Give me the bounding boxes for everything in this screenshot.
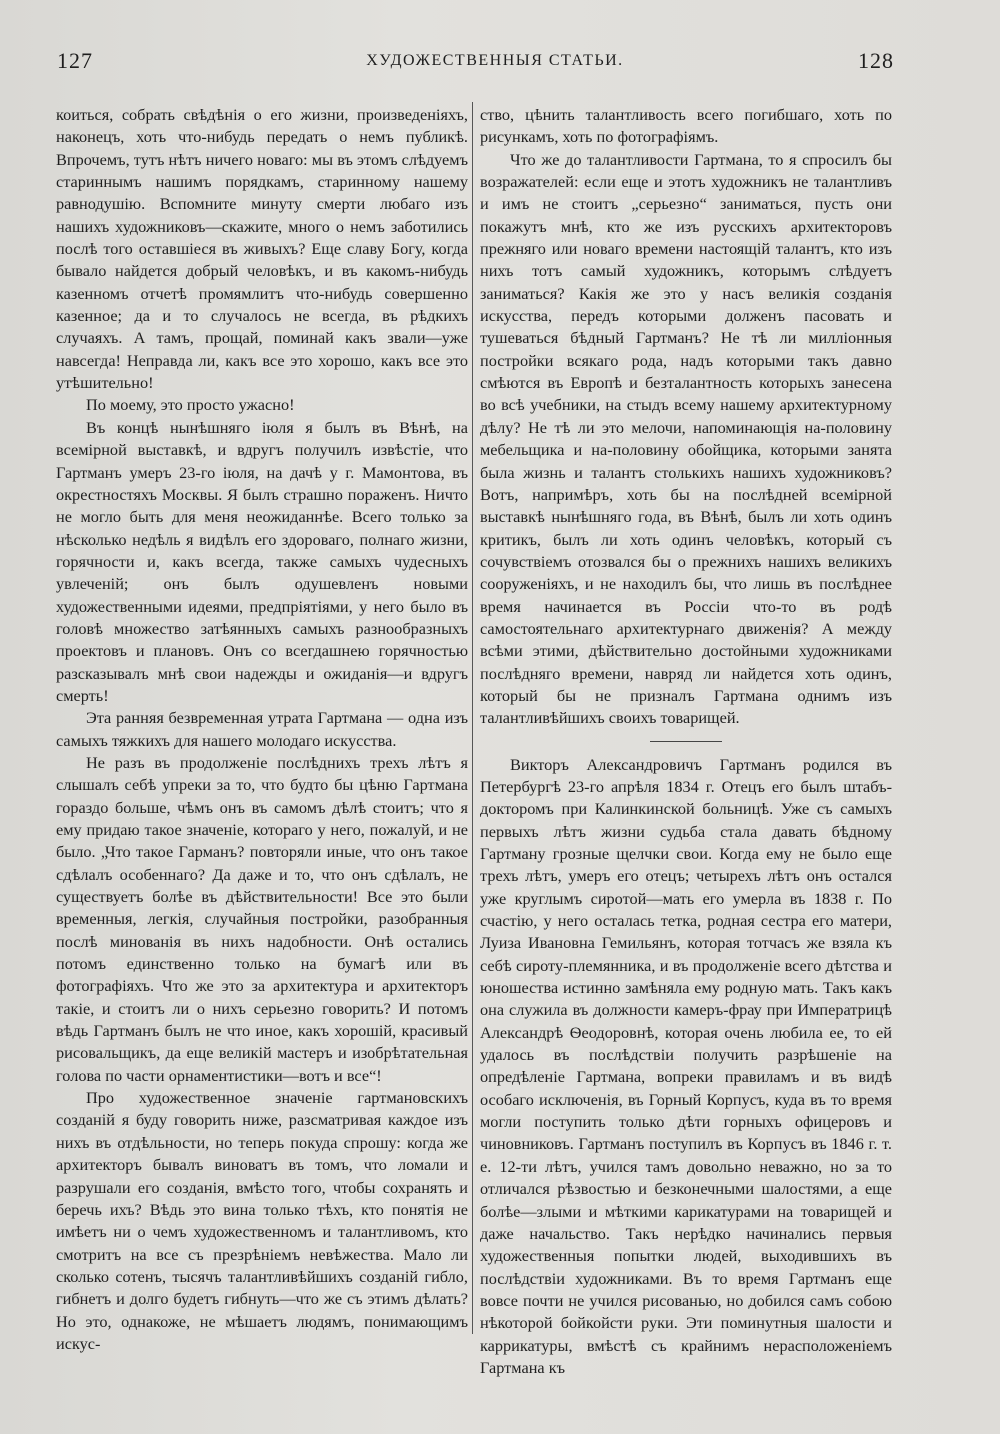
page-number-right: 128	[858, 48, 894, 73]
left-column	[56, 104, 468, 1355]
right-paragraph-2: Что же до талантливости Гартмана, то я спросилъ бы возражателей: если еще и этотъ художникъ не талантливъ и имъ не стоитъ „серьезно“ заниматься, пусть они покажутъ мнѣ, кто же изъ русскихъ архитекторовъ прежняго или новаго времени настоящій талантъ, кто изъ нихъ тотъ самый художникъ, которымъ слѣдуетъ заниматься? Какія же это у насъ великія созданія искусства, передъ которыми долженъ пасовать и тушеваться бѣдный Гартманъ? Не тѣ ли милліонныя постройки всякаго рода, надъ которыми такъ давно смѣются въ Европѣ и безталантность которыхъ занесена во всѣ учебники, на стыдъ всему нашему архитектурному дѣлу? Не тѣ ли это мелочи, напоминающія на-половину мебельщика и на-половину обойщика, которыми занята была жизнь и талантъ столькихъ нашихъ художниковъ? Вотъ, напримѣръ, хоть бы на послѣдней всемірной выставкѣ нынѣшняго года, въ Вѣнѣ, былъ ли хоть одинъ критикъ, былъ ли хоть одинъ человѣкъ, который съ сочувствіемъ отозвался бы о прежнихъ нашихъ великихъ сооруженіяхъ, и не находилъ бы, что лишь въ послѣднее время начинается въ Россіи что-то въ родѣ самостоятельнаго архитектурнаго движенія? А между всѣми этими, дѣйствительно достойными художниками послѣдняго времени, навряд ли найдется хоть одинъ, который бы не призналъ Гартмана однимъ изъ талантливѣйшихъ своихъ товарищей.	[480, 149, 892, 728]
running-header-title: ХУДОЖЕСТВЕННЫЯ СТАТЬИ.	[366, 52, 624, 69]
right-column	[480, 104, 892, 1379]
left-paragraph-2: По моему, это просто ужасно!	[86, 395, 295, 415]
left-paragraph-1: коиться, собрать свѣдѣнія о его жизни, произведеніяхъ, наконецъ, хоть что-нибудь передать о немъ публикѣ. Впрочемъ, тутъ нѣтъ ничего новаго: мы въ этомъ слѣдуемъ стариннымъ нашимъ порядкамъ, старинному нашему равнодушію. Вспомните минуту смерти любаго изъ нашихъ художниковъ—скажите, много о немъ заботились послѣ того оставшіеся въ живыхъ? Еще славу Богу, когда бывало найдется добрый человѣкъ, и въ какомъ-нибудь казенномъ отчетѣ промямлитъ что-нибудь совершенно казенное; да и то случалось не всегда, въ рѣдкихъ случаяхъ. А тамъ, прощай, поминай какъ звали—уже навсегда! Неправда ли, какъ все это хорошо, какъ все это утѣшительно!	[56, 105, 468, 393]
left-paragraph-6: Про художественное значеніе гартмановскихъ созданій я буду говорить ниже, разсматривая каждое изъ нихъ въ отдѣльности, но теперь покуда спрошу: когда же архитекторъ бывалъ виноватъ въ томъ, что ломали и разрушали его созданія, вмѣсто того, чтобы сохранять и беречь ихъ? Вѣдь это вина только тѣхъ, кто понятія не имѣетъ ни о чемъ художественномъ и талантливомъ, кто смотритъ на все съ презрѣніемъ невѣжества. Мало ли сколько сотенъ, тысячъ талантливѣйшихъ созданій гибло, гибнетъ и долго будетъ гибнуть—что же съ этимъ дѣлать? Но это, однакоже, не мѣшаетъ людямъ, понимающимъ искус-	[56, 1088, 468, 1353]
right-paragraph-1: ство, цѣнить талантливость всего погибшаго, хоть по рисункамъ, хоть по фотографіямъ.	[480, 105, 892, 147]
section-separator	[650, 741, 722, 742]
left-paragraph-4: Эта ранняя безвременная утрата Гартмана — одна изъ самыхъ тяжкихъ для нашего молодаго искусства.	[56, 708, 468, 750]
page-number-left: 127	[57, 48, 93, 73]
right-paragraph-biography: Викторъ Александровичъ Гартманъ родился въ Петербургѣ 23-го апрѣля 1834 г. Отецъ его былъ штабъ-докторомъ при Калинкинской больницѣ. Уже съ самыхъ первыхъ лѣтъ жизни судьба стала давать бѣдному Гартману грозные щелчки свои. Когда ему не было еще трехъ лѣтъ, умеръ его отецъ; четырехъ лѣтъ онъ остался уже круглымъ сиротой—мать его умерла въ 1838 г. По счастію, у него осталась тетка, родная сестра его матери, Луиза Ивановна Гемильянъ, которая тотчасъ же взяла къ себѣ сироту-племянника, и въ продолженіе всего дѣтства и юношества истинно замѣняла ему родную мать. Такъ какъ она служила въ должности камеръ-фрау при Императрицѣ Александрѣ Ѳеодоровнѣ, которая очень любила ее, то ей удалось въ послѣдствіи получить разрѣшеніе на опредѣленіе Гартмана, вопреки правиламъ и въ видѣ особаго исключенія, въ Горный Корпусъ, куда въ то время могли поступить только дѣти горныхъ офицеровъ и чиновниковъ. Гартманъ поступилъ въ Корпусъ въ 1846 г. т. е. 12-ти лѣтъ, учился тамъ довольно неважно, но за то отличался рѣзвостью и безконечными шалостями, а еще болѣе—злыми и мѣткими карикатурами на товарищей и даже начальство. Такъ нерѣдко начинались первыя художественныя попытки людей, выходившихъ въ послѣдствіи художниками. Въ то время Гартманъ еще вовсе почти не учился рисованью, но добился самъ собою нѣкоторой бойкойсти руки. Эти поминутныя шалости и каррикатуры, вмѣстѣ съ крайнимъ нерасположеніемъ Гартмана къ	[480, 754, 892, 1377]
left-paragraph-3: Въ концѣ нынѣшняго іюля я былъ въ Вѣнѣ, на всемірной выставкѣ, и вдругъ получилъ извѣстіе, что Гартманъ умеръ 23-го іюля, на дачѣ у г. Мамонтова, въ окрестностяхъ Москвы. Я былъ страшно пораженъ. Ничто не могло быть для меня неожиданнѣе. Всего только за нѣсколько недѣль я видѣлъ его здороваго, полнаго жизни, горячности и, какъ всегда, также самыхъ чудесныхъ увлеченій; онъ былъ одушевленъ новыми художественными идеями, предпріятіями, у него было въ головѣ множество затѣянныхъ самыхъ разнообразныхъ проектовъ и плановъ. Онъ со всегдашнею горячностью разсказывалъ мнѣ свои надежды и ожиданія—и вдругъ смерть!	[56, 417, 468, 705]
column-divider	[472, 102, 473, 1334]
left-paragraph-5: Не разъ въ продолженіе послѣднихъ трехъ лѣтъ я слышалъ себѣ упреки за то, что будто бы цѣню Гартмана гораздо больше, чѣмъ онъ въ самомъ дѣлѣ стоитъ; что я ему придаю такое значеніе, котораго у него, пожалуй, и не было. „Что такое Гарманъ? повторяли иные, что онъ такое сдѣлалъ особеннаго? Да даже и то, что онъ сдѣлалъ, не существуетъ болѣе въ дѣйствительности! Все это были временныя, легкія, случайныя постройки, разобранныя послѣ минованія въ нихъ надобности. Онѣ остались потомъ единственно только на бумагѣ или въ фотографіяхъ. Что же это за архитектура и архитекторъ такіе, и стоитъ ли о нихъ серьезно говорить? И потомъ вѣдь Гартманъ былъ не что иное, какъ хорошій, красивый рисовальщикъ, да еще великій мастеръ и изобрѣтательная голова по части орнаментистики—вотъ и все“!	[56, 752, 468, 1085]
